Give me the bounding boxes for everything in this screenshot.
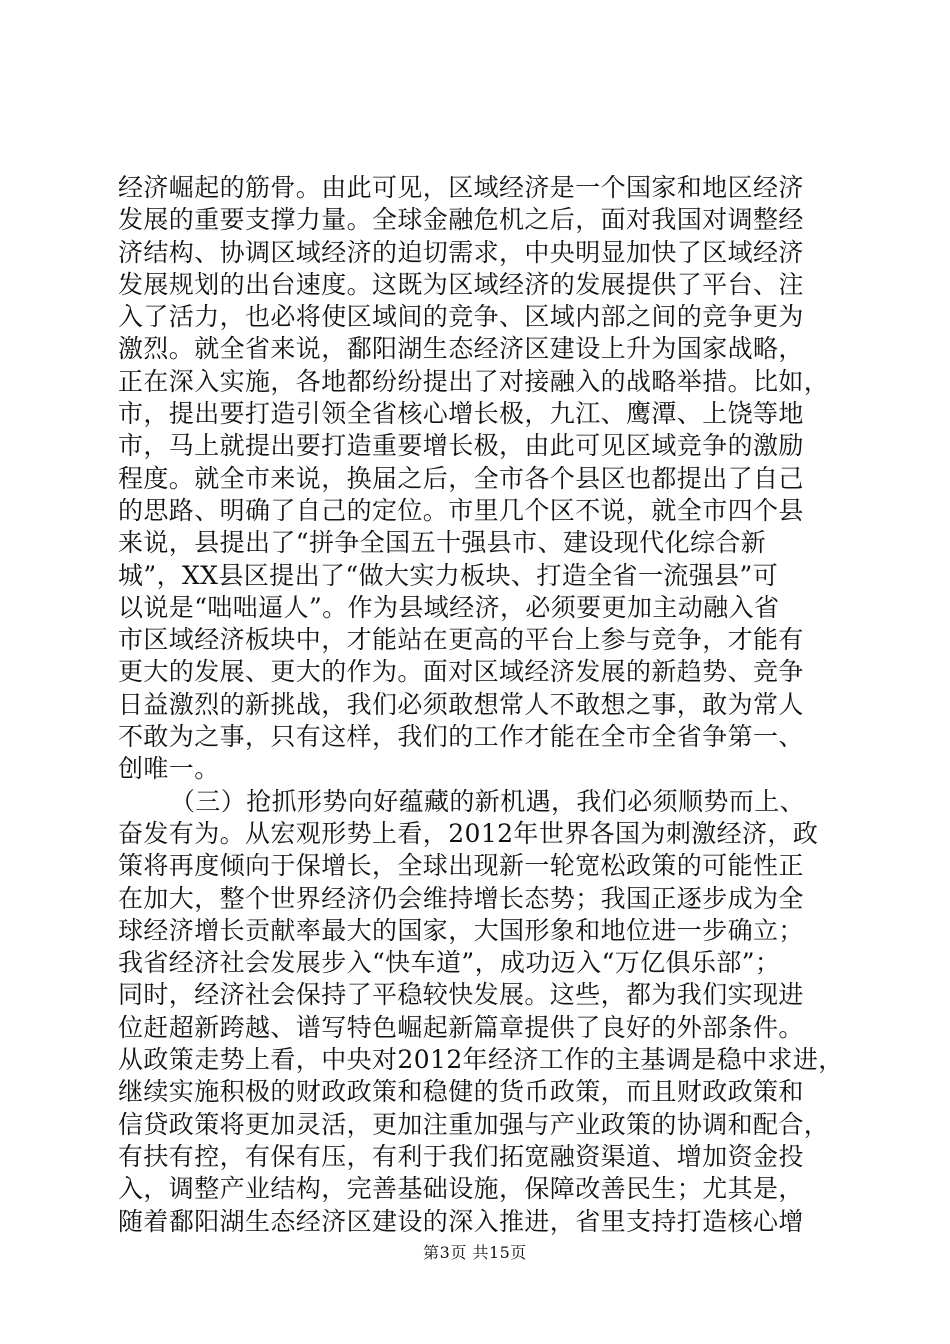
text-line: 济结构、协调区域经济的迫切需求，中央明显加快了区域经济 bbox=[118, 237, 804, 267]
paragraph-start-line: （三）抢抓形势向好蕴藏的新机遇，我们必须顺势而上、 bbox=[170, 786, 806, 816]
text-line: 市，提出要打造引领全省核心增长极，九江、鹰潭、上饶等地 bbox=[118, 399, 804, 429]
text-line: 来说，县提出了“拼争全国五十强县市、建设现代化综合新 bbox=[118, 528, 767, 558]
text-line: 市，马上就提出要打造重要增长极，由此可见区域竞争的激励 bbox=[118, 431, 804, 461]
text-line: 日益激烈的新挑战，我们必须敢想常人不敢想之事，敢为常人 bbox=[118, 689, 804, 719]
text-line: 有扶有控，有保有压，有利于我们拓宽融资渠道、增加资金投 bbox=[118, 1141, 804, 1171]
text-line: 不敢为之事，只有这样，我们的工作才能在全市全省争第一、 bbox=[118, 722, 804, 752]
text-line: 经济崛起的筋骨。由此可见，区域经济是一个国家和地区经济 bbox=[118, 173, 804, 202]
body-text bbox=[118, 172, 844, 1238]
text-line: 入，调整产业结构，完善基础设施，保障改善民生；尤其是， bbox=[118, 1174, 804, 1204]
text-line: 程度。就全市来说，换届之后，全市各个县区也都提出了自己 bbox=[118, 463, 804, 493]
text-line: 在加大，整个世界经济仍会维持增长态势；我国正逐步成为全 bbox=[118, 883, 804, 913]
text-line: 更大的发展、更大的作为。面对区域经济发展的新趋势、竞争 bbox=[118, 657, 804, 687]
text-line: 激烈。就全省来说，鄱阳湖生态经济区建设上升为国家战略， bbox=[118, 334, 804, 364]
text-line: 城”，XX县区提出了“做大实力板块、打造全省一流强县”可 bbox=[118, 560, 779, 590]
text-line: 位赶超新跨越、谱写特色崛起新篇章提供了良好的外部条件。 bbox=[118, 1012, 804, 1042]
page-footer: 第3页 共15页 bbox=[423, 1243, 527, 1262]
text-line: 球经济增长贡献率最大的国家，大国形象和地位进一步确立； bbox=[118, 915, 804, 945]
text-line: 同时，经济社会保持了平稳较快发展。这些，都为我们实现进 bbox=[118, 980, 804, 1010]
text-line: 的思路、明确了自己的定位。市里几个区不说，就全市四个县 bbox=[118, 495, 804, 525]
text-line: 策将再度倾向于保增长，全球出现新一轮宽松政策的可能性正 bbox=[118, 851, 804, 881]
text-line: 市区域经济板块中，才能站在更高的平台上参与竞争，才能有 bbox=[118, 625, 804, 655]
text-line: 我省经济社会发展步入“快车道”，成功迈入“万亿俱乐部”； bbox=[118, 948, 781, 978]
text-line: 正在深入实施，各地都纷纷提出了对接融入的战略举措。比如， bbox=[118, 366, 830, 396]
text-line: 奋发有为。从宏观形势上看，2012年世界各国为刺激经济，政 bbox=[118, 818, 819, 848]
text-line: 从政策走势上看，中央对2012年经济工作的主基调是稳中求进， bbox=[118, 1045, 844, 1075]
text-line: 发展的重要支撑力量。全球金融危机之后，面对我国对调整经 bbox=[118, 205, 804, 235]
text-line: 继续实施积极的财政政策和稳健的货币政策，而且财政政策和 bbox=[118, 1077, 804, 1107]
text-line: 创唯一。 bbox=[118, 754, 220, 784]
text-line: 发展规划的出台速度。这既为区域经济的发展提供了平台、注 bbox=[118, 269, 804, 299]
text-line: 信贷政策将更加灵活，更加注重加强与产业政策的协调和配合， bbox=[118, 1109, 830, 1139]
text-line: 随着鄱阳湖生态经济区建设的深入推进，省里支持打造核心增 bbox=[118, 1206, 804, 1236]
text-line: 以说是“咄咄逼人”。作为县域经济，必须要更加主动融入省 bbox=[118, 592, 780, 622]
text-line: 入了活力，也必将使区域间的竞争、区域内部之间的竞争更为 bbox=[118, 302, 804, 332]
